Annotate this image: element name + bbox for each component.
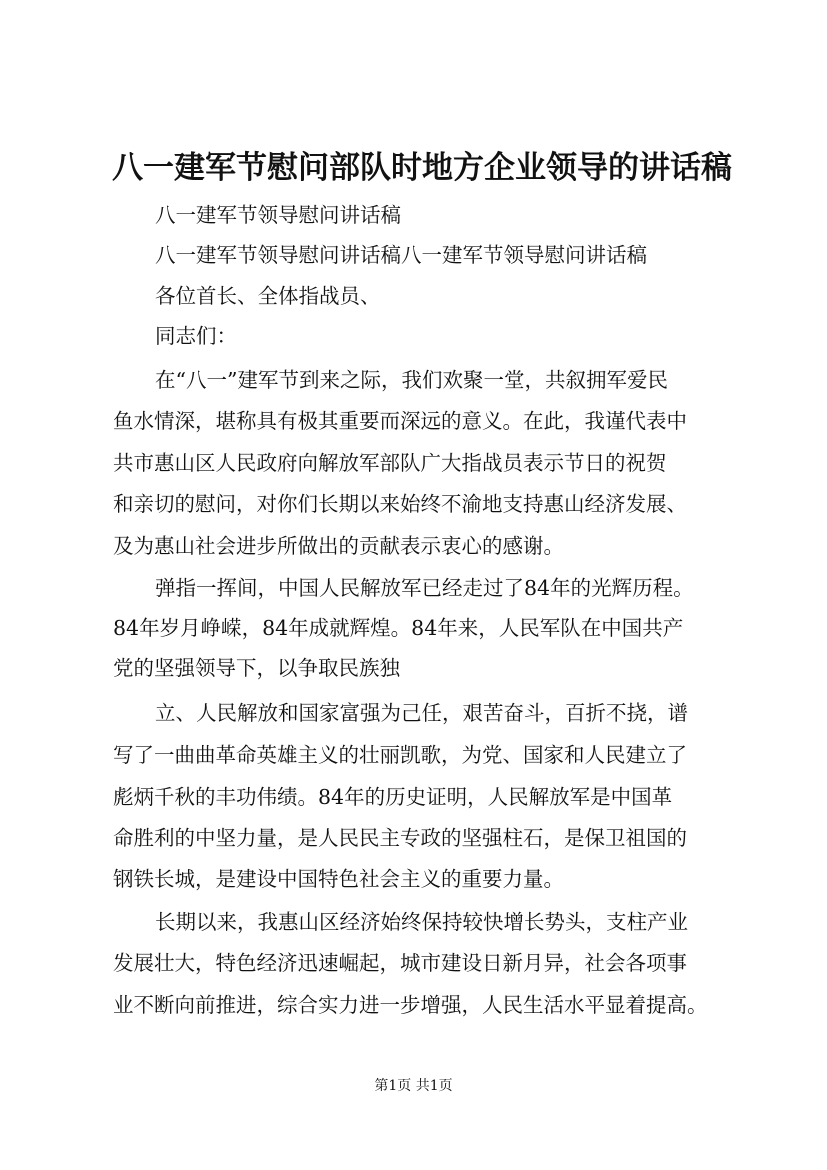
text-line: 弹指一挥间，中国人民解放军已经走过了84年的光辉历程。 [155,576,694,600]
text-line: 各位首长、全体指战员、 [155,284,381,308]
text-line: 命胜利的中坚力量，是人民民主专政的坚强柱石，是保卫祖国的 [113,826,687,850]
text-line: 及为惠山社会进步所做出的贡献表示衷心的感谢。 [113,534,564,558]
text-line: 写了一曲曲革命英雄主义的壮丽凯歌，为党、国家和人民建立了 [113,743,687,767]
text-line: 八一建军节领导慰问讲话稿八一建军节领导慰问讲话稿 [155,243,647,267]
text-line: 业不断向前推进，综合实力进一步增强，人民生活水平显着提高。 [113,993,708,1017]
text-line: 发展壮大，特色经济迅速崛起，城市建设日新月异，社会各项事 [113,951,687,975]
text-line: 彪炳千秋的丰功伟绩。84年的历史证明，人民解放军是中国革 [113,785,673,809]
text-line: 八一建军节领导慰问讲话稿 [155,203,401,227]
text-line: 钢铁长城，是建设中国特色社会主义的重要力量。 [113,867,564,891]
text-line: 同志们： [155,324,237,348]
text-line: 立、人民解放和国家富强为己任，艰苦奋斗，百折不挠，谱 [155,701,688,725]
text-line: 共市惠山区人民政府向解放军部队广大指战员表示节日的祝贺 [113,451,667,475]
text-line: 长期以来，我惠山区经济始终保持较快增长势头，支柱产业 [155,910,688,934]
page-footer: 第1页 共1页 [374,1078,453,1094]
text-line: 党的坚强领导下，以争取民族独 [113,656,400,680]
text-line: 在“八一”建军节到来之际，我们欢聚一堂，共叙拥军爱民 [155,368,668,392]
text-line: 鱼水情深，堪称具有极其重要而深远的意义。在此，我谨代表中 [113,409,687,433]
text-line: 和亲切的慰问，对你们长期以来始终不渝地支持惠山经济发展、 [113,492,687,516]
text-line: 84年岁月峥嵘，84年成就辉煌。84年来，人民军队在中国共产 [113,616,684,640]
document-title: 八一建军节慰问部队时地方企业领导的讲话稿 [112,150,732,186]
